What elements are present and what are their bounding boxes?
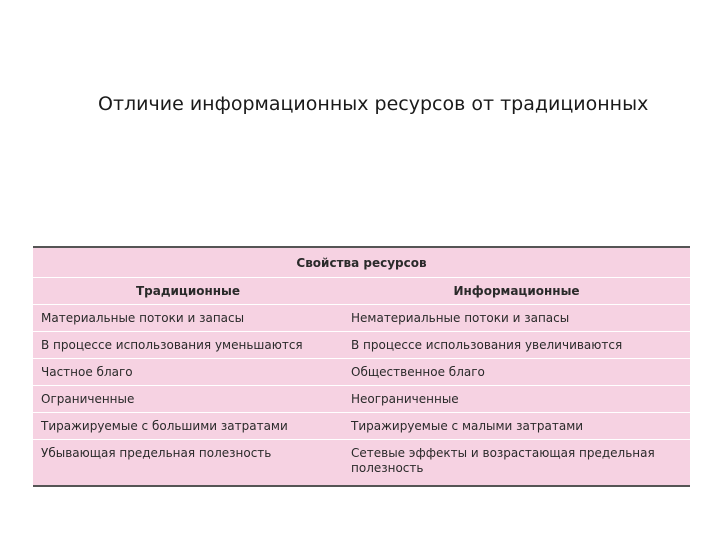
- table-cell: Тиражируемые с малыми затратами: [343, 413, 690, 440]
- table-cell: Общественное благо: [343, 359, 690, 386]
- column-header-information: Информационные: [343, 278, 690, 305]
- table-cell: Ограниченные: [33, 386, 343, 413]
- table-cell: Материальные потоки и запасы: [33, 305, 343, 332]
- table-cell: Тиражируемые с большими затратами: [33, 413, 343, 440]
- table-cell: Нематериальные потоки и запасы: [343, 305, 690, 332]
- column-header-traditional: Традиционные: [33, 278, 343, 305]
- table-cell: Частное благо: [33, 359, 343, 386]
- table-cell: Сетевые эффекты и возрастающая предельная полезность: [351, 446, 655, 475]
- comparison-table: [33, 248, 690, 485]
- table-row: [33, 386, 690, 413]
- table-row: [33, 413, 690, 440]
- table-row: [33, 305, 690, 332]
- table-row: [33, 359, 690, 386]
- table-row: [33, 332, 690, 359]
- table-row: [33, 440, 690, 486]
- table-cell: В процессе использования увеличиваются: [343, 332, 690, 359]
- table-header-row: [33, 248, 690, 278]
- resources-table: [33, 246, 690, 487]
- table-cell: Убывающая предельная полезность: [41, 446, 272, 460]
- table-columns-row: [33, 278, 690, 305]
- table-cell: В процессе использования уменьшаются: [33, 332, 343, 359]
- slide-title: Отличие информационных ресурсов от традиционных: [98, 93, 649, 115]
- table-header: Свойства ресурсов: [33, 248, 690, 278]
- table-cell: Неограниченные: [343, 386, 690, 413]
